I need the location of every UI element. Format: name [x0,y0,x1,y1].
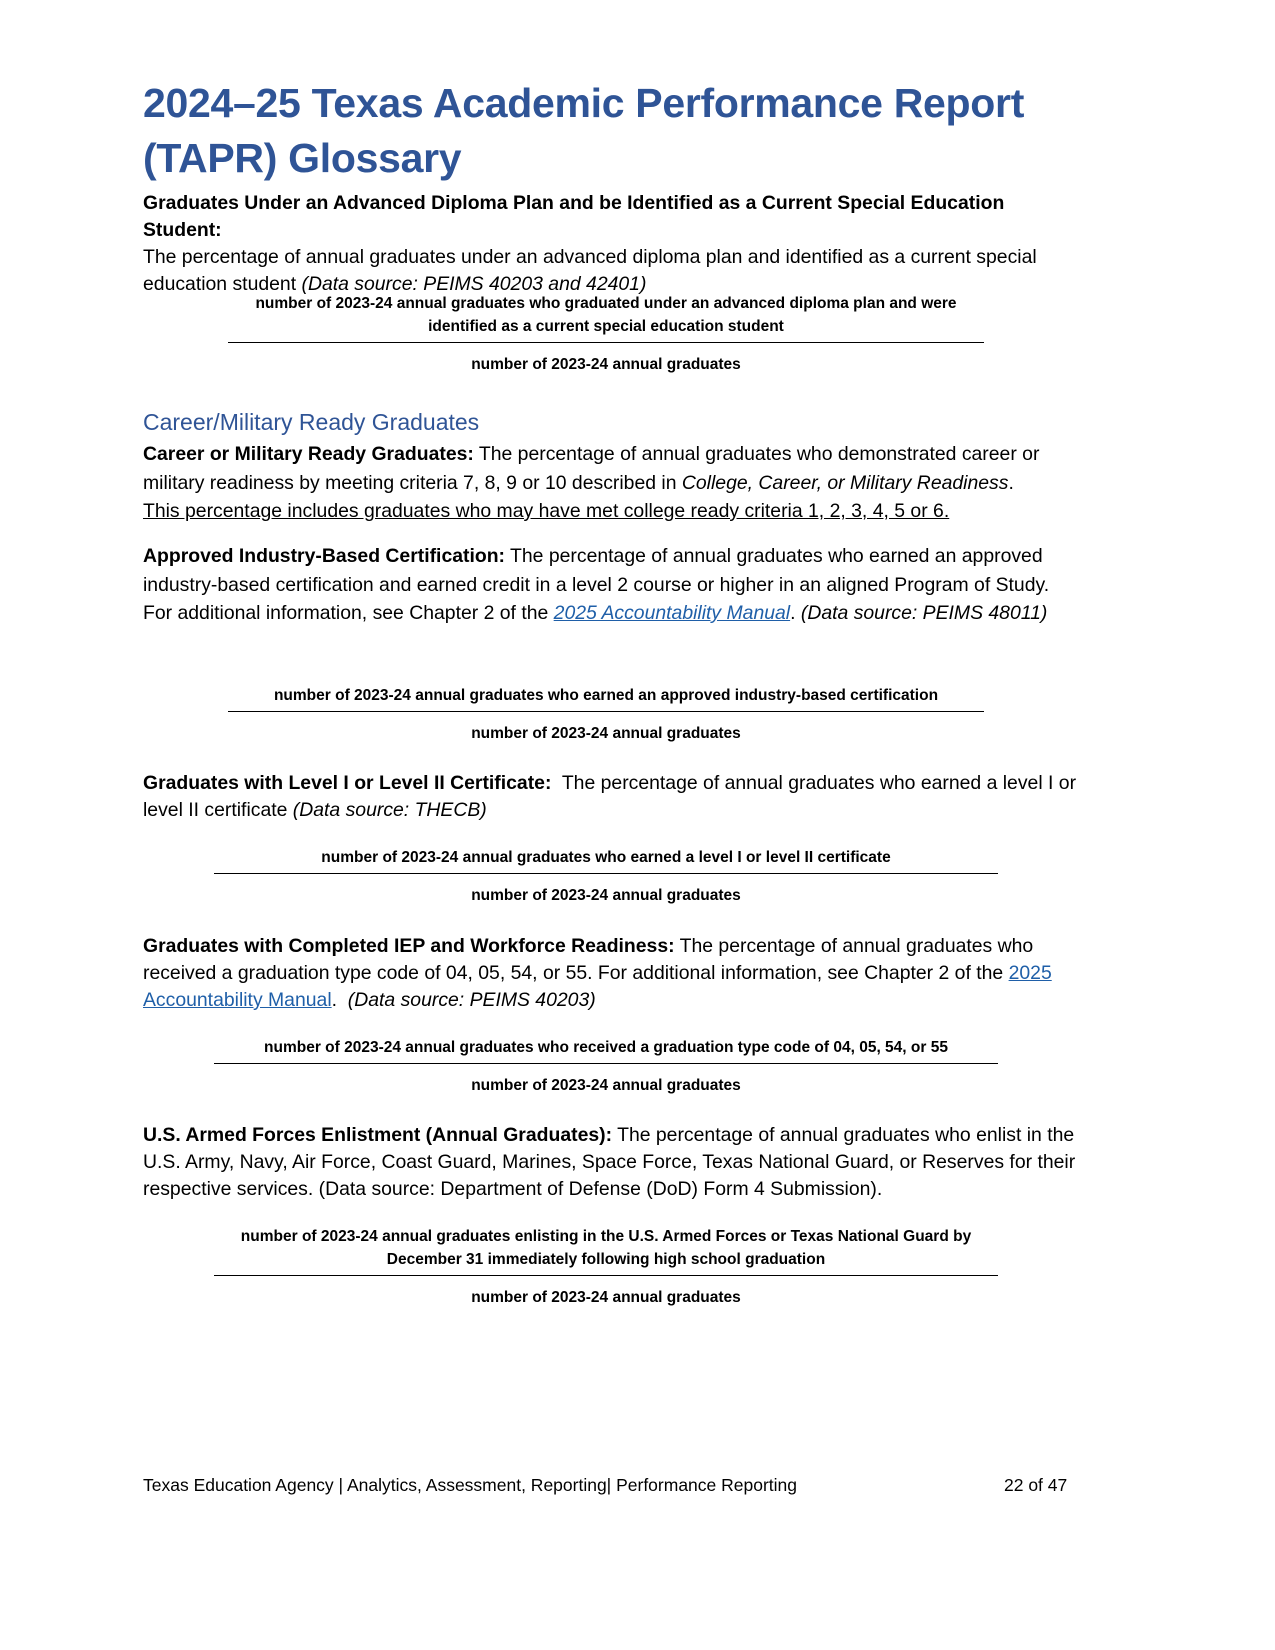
underlined-note: This percentage includes graduates who may have met college ready criteria 1, 2, 3, 4, 5 or 6. [143,500,950,522]
footer-agency: Texas Education Agency | Analytics, Assessment, Reporting| Performance Reporting [143,1475,798,1495]
formula-armed-forces-enlistment [214,1225,998,1309]
formula-denominator: number of 2023-24 annual graduates [471,725,741,742]
term: Graduates with Completed IEP and Workforce Readiness: [143,935,675,957]
formula-numerator: number of 2023-24 annual graduates who received a graduation type code of 04, 05, 54, or 55 [214,1036,998,1064]
page-number: 22 of 47 [1004,1475,1068,1495]
glossary-entry-armed-forces-enlistment: U.S. Armed Forces Enlistment (Annual Graduates): The percentage of annual graduates who enlist in the U.S. Army, Navy, Air Force, Coast Guard, Marines, Space Force, Texas National Guard, or Reserves for their respective services. (Data source: Department of Defense (DoD) Form 4 Submission). [143,1124,1076,1200]
term: Approved Industry-Based Certification: [143,545,506,567]
formula-advanced-diploma-sped [228,292,984,376]
page-title [143,76,1123,186]
formula-denominator: number of 2023-24 annual graduates [471,1289,741,1306]
data-source: (Data source: PEIMS 48011) [800,602,1048,624]
glossary-entry-level-certificate: Graduates with Level I or Level II Certificate: The percentage of annual graduates who earned a level I or level II certificate (Data source: THECB) [143,772,1082,821]
section-heading-career-military: Career/Military Ready Graduates [143,409,480,435]
formula-numerator: number of 2023-24 annual graduates who graduated under an advanced diploma plan and were identified as a current special education student [228,292,984,343]
formula-numerator: number of 2023-24 annual graduates enlisting in the U.S. Armed Forces or Texas National Guard by December 31 immediately following high school graduation [214,1225,998,1276]
data-source: (Data source: THECB) [292,799,487,821]
data-source: (Data source: PEIMS 40203 and 42401) [301,273,647,295]
definition: The percentage of annual graduates under an advanced diploma plan and identified as a current special education student [143,246,1037,295]
term: Graduates with Level I or Level II Certificate: [143,772,552,794]
formula-denominator: number of 2023-24 annual graduates [471,887,741,904]
accountability-manual-link[interactable]: 2025 Accountability Manual [553,602,791,624]
glossary-entry-advanced-diploma-sped [143,190,1078,298]
formula-numerator: number of 2023-24 annual graduates who earned a level I or level II certificate [214,846,998,874]
glossary-entry-industry-based-certification: Approved Industry-Based Certification: The percentage of annual graduates who earned an approved industry-based certification and earned credit in a level 2 course or higher in an aligned Program of Study. For additional information, see Chapter 2 of the 2025 Accountability Manual. (Data source: PEIMS 48011) [143,545,1050,624]
formula-denominator: number of 2023-24 annual graduates [471,1077,741,1094]
accountability-manual-link[interactable]: 2025 Accountability Manual [143,962,1052,1011]
formula-level-certificate [214,846,998,907]
term: Career or Military Ready Graduates: [143,443,474,465]
term: Graduates Under an Advanced Diploma Plan and be Identified as a Current Special Education Student: [143,192,1005,241]
title-line-2: (TAPR) Glossary [143,135,462,181]
formula-industry-based-certification [228,684,984,745]
formula-completed-iep [214,1036,998,1097]
formula-denominator: number of 2023-24 annual graduates [471,356,741,373]
formula-numerator: number of 2023-24 annual graduates who earned an approved industry-based certification [228,684,984,712]
data-source: (Data source: PEIMS 40203) [347,989,596,1011]
glossary-entry-career-military-ready: Career or Military Ready Graduates: The percentage of annual graduates who demonstrated career or military readiness by meeting criteria 7, 8, 9 or 10 described in College, Career, or Military Readiness. This percentage includes graduates who may have met college ready criteria 1, 2, 3, 4, 5 or 6. [143,443,1040,522]
title-line-1: 2024–25 Texas Academic Performance Report [143,80,1025,126]
term: U.S. Armed Forces Enlistment (Annual Graduates): [143,1124,613,1146]
glossary-entry-completed-iep: Graduates with Completed IEP and Workforce Readiness: The percentage of annual graduates who received a graduation type code of 04, 05, 54, or 55. For additional information, see Chapter 2 of the 2025 Accountability Manual. (Data source: PEIMS 40203) [143,935,1052,1011]
